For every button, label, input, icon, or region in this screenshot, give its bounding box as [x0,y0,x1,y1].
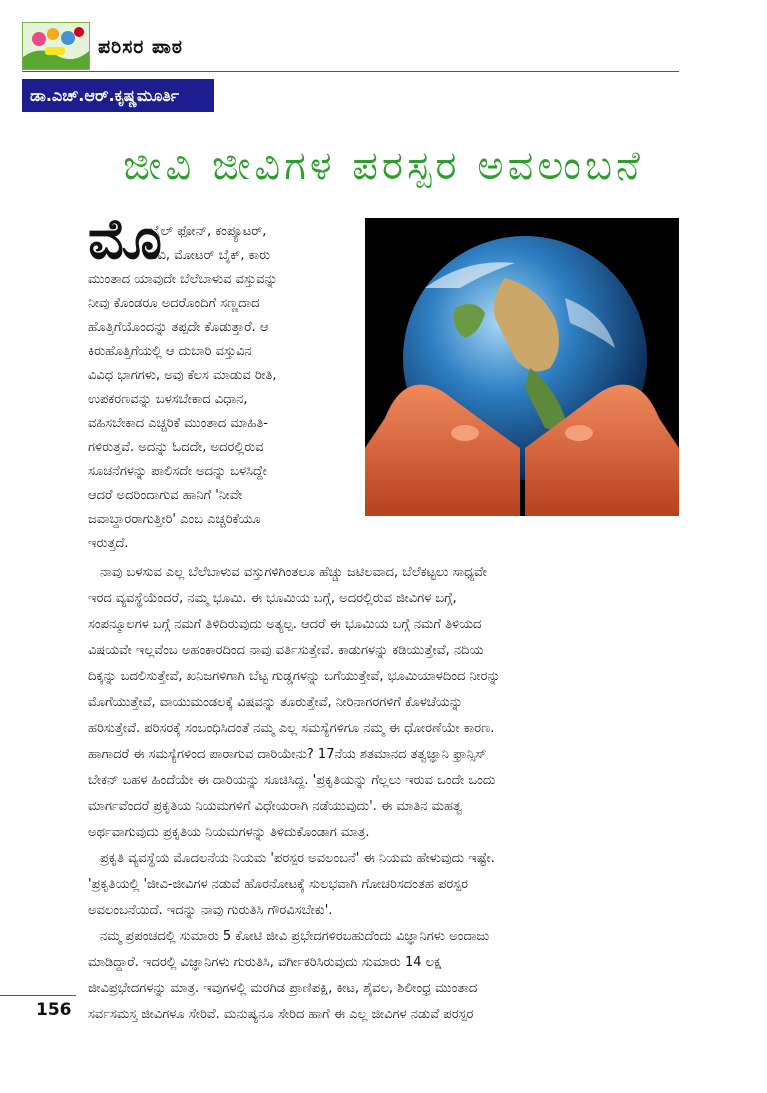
drop-cap: ಮೊ [88,207,162,272]
body-line: ಹರಿಸುತ್ತೇವೆ. ಪರಿಸರಕ್ಕೆ ಸಂಬಂಧಿಸಿದಂತೆ ನಮ್ಮ ಎಲ್ಲ ಸಮಸ್ಯೆಗಳಿಗೂ ನಮ್ಮ ಈ ಧೋರಣೆಯೇ ಕಾರಣ. [88,721,495,736]
footer-divider [0,995,76,996]
body-line: 'ಪ್ರಕೃತಿಯಲ್ಲಿ 'ಜೀವಿ-ಜೀವಿಗಳ ನಡುವೆ ಹೊರನೋಟಕ್ಕೆ ಸುಲಭವಾಗಿ ಗೋಚರಿಸದಂತಹ ಪರಸ್ಪರ [88,877,468,892]
intro-line: ಉಪಕರಣವನ್ನು ಬಳಸಬೇಕಾದ ವಿಧಾನ, [88,392,248,407]
intro-line: ಆದರೆ ಅದರಿಂದಾಗುವ ಹಾನಿಗೆ 'ನೀವೇ [88,488,243,503]
body-line: ಸಂಪನ್ಮೂಲಗಳ ಬಗ್ಗೆ ನಮಗೆ ತಿಳಿದಿರುವುದು ಅತ್ಯಲ್ಪ. ಆದರೆ ಈ ಭೂಮಿಯ ಬಗ್ಗೆ ನಮಗೆ ತಿಳಿಯದ [88,617,482,632]
body-line: ಅರ್ಥವಾಗುವುದು ಪ್ರಕೃತಿಯ ನಿಯಮಗಳನ್ನು ತಿಳಿದುಕೊಂಡಾಗ ಮಾತ್ರ. [88,825,370,840]
body-line: ಸರ್ವಸಮಸ್ತ ಜೀವಿಗಳೂ ಸೇರಿವೆ. ಮನುಷ್ಯನೂ ಸೇರಿದ ಹಾಗೆ ಈ ಎಲ್ಲ ಜೀವಿಗಳ ನಡುವೆ ಪರಸ್ಪರ [88,1007,474,1022]
body-line: ಮಾಡಿದ್ದಾರೆ. ಇದರಲ್ಲಿ ವಿಜ್ಞಾನಿಗಳು ಗುರುತಿಸಿ, ವರ್ಗೀಕರಿಸಿರುವುದು ಸುಮಾರು 14 ಲಕ್ಷ [88,955,442,970]
author-byline: ಡಾ.ಎಚ್.ಆರ್.ಕೃಷ್ಣಮೂರ್ತಿ [22,79,214,112]
intro-line: ಸೂಚನೆಗಳನ್ನು ಪಾಲಿಸದೇ ಅದನ್ನು ಬಳಸಿದ್ದೇ [88,464,267,479]
body-line: ಅವಲಂಬನೆಯಿದೆ. ಇದನ್ನು ನಾವು ಗುರುತಿಸಿ ಗೌರವಿಸಬೇಕು'. [88,903,333,918]
header-divider [22,71,679,72]
article-title: ಜೀವಿ ಜೀವಿಗಳ ಪರಸ್ಪರ ಅವಲಂಬನೆ [123,143,644,189]
intro-line: ಜವಾಬ್ದಾರರಾಗುತ್ತೀರಿ' ಎಂಬ ಎಚ್ಚರಿಕೆಯೂ [88,512,261,527]
body-line: ನಮ್ಮ ಪ್ರಪಂಚದಲ್ಲಿ ಸುಮಾರು 5 ಕೋಟಿ ಜೀವಿ ಪ್ರಭೇದಗಳಿರಬಹುದೆಂದು ವಿಜ್ಞಾನಿಗಳು ಅಂದಾಜು [100,929,490,944]
page-number: 156 [36,1000,72,1020]
intro-line: ಗಳಿರುತ್ತವೆ. ಅದನ್ನು ಓದದೇ, ಅದರಲ್ಲಿರುವ [88,440,264,455]
intro-line: ನೀವು ಕೊಂಡರೂ ಅದರೊಂದಿಗೆ ಸಣ್ಣದಾದ [88,296,260,311]
body-line: ಬೇಕನ್ ಬಹಳ ಹಿಂದೆಯೇ ಈ ದಾರಿಯನ್ನು ಸೂಚಿಸಿದ್ದ. 'ಪ್ರಕೃತಿಯನ್ನು ಗೆಲ್ಲಲು ಇರುವ ಒಂದೇ ಒಂದು [88,773,496,788]
intro-line: ಟಿವಿ, ಮೋಟರ್ ಬೈಕ್, ಕಾರು [149,248,271,263]
intro-line: ವಿವಿಧ ಭಾಗಗಳು, ಅವು ಕೆಲಸ ಮಾಡುವ ರೀತಿ, [88,368,277,383]
intro-line: ಹೊತ್ತಿಗೆಯೊಂದನ್ನು ತಪ್ಪದೇ ಕೊಡುತ್ತಾರೆ. ಆ [88,320,269,335]
earth-in-hands-photo [365,218,679,516]
body-line: ಮೊಗೆಯುತ್ತೇವೆ, ವಾಯುಮಂಡಲಕ್ಕೆ ವಿಷವನ್ನು ತೂರುತ್ತೇವೆ, ನೀರಿನಾಗರಗಳಿಗೆ ಕೊಳಚೆಯನ್ನು [88,695,463,710]
body-line: ದಿಕ್ಕನ್ನು ಬದಲಿಸುತ್ತೇವೆ, ಖನಿಜಗಳಿಗಾಗಿ ಬೆಟ್ಟ ಗುಡ್ಡಗಳನ್ನು ಬಗೆಯುತ್ತೇವೆ, ಭೂಮಿಯಾಳದಿಂದ ನೀರನ್ನು [88,669,501,684]
magazine-logo [22,22,90,70]
intro-line: ಮುಂತಾದ ಯಾವುದೇ ಬೆಲೆಬಾಳುವ ವಸ್ತುವನ್ನು [88,272,278,287]
body-line: ಪ್ರಕೃತಿ ವ್ಯವಸ್ಥೆಯ ಮೊದಲನೆಯ ನಿಯಮ 'ಪರಸ್ಪರ ಅವಲಂಬನೆ' ಈ ನಿಯಮ ಹೇಳುವುದು ಇಷ್ಟೇ. [100,851,495,866]
body-line: ವಿಷಯವೇ ಇಲ್ಲವೆಂಬ ಅಹಂಕಾರದಿಂದ ನಾವು ವರ್ತಿಸುತ್ತೇವೆ. ಕಾಡುಗಳನ್ನು ಕಡಿಯುತ್ತೇವೆ, ನದಿಯ [88,643,484,658]
body-line: ನಾವು ಬಳಸುವ ಎಲ್ಲ ಬೆಲೆಬಾಳುವ ವಸ್ತುಗಳಿಗಿಂತಲೂ ಹೆಚ್ಚು ಜಟಿಲವಾದ, ಬೆಲೆಕಟ್ಟಲು ಸಾಧ್ಯವೇ [100,565,487,580]
section-label: ಪರಿಸರ ಪಾಠ [98,36,183,58]
body-line: ಇರದ ವ್ಯವಸ್ಥೆಯೆಂದರೆ, ನಮ್ಮ ಭೂಮಿ. ಈ ಭೂಮಿಯ ಬಗ್ಗೆ, ಅದರಲ್ಲಿರುವ ಜೀವಿಗಳ ಬಗ್ಗೆ, [88,591,457,606]
body-line: ಹಾಗಾದರೆ ಈ ಸಮಸ್ಯೆಗಳಿಂದ ಪಾರಾಗುವ ದಾರಿಯೇನು? 17ನೆಯ ಶತಮಾನದ ತತ್ವಜ್ಞಾನಿ ಫ್ರಾನ್ಸಿಸ್ [88,747,487,762]
intro-line: ಕಿರುಹೊತ್ತಿಗೆಯಲ್ಲಿ ಆ ದುಬಾರಿ ವಸ್ತುವಿನ [88,344,252,359]
intro-line: ಬೈಲ್ ಫೋನ್, ಕಂಪ್ಯೂಟರ್, [149,224,267,239]
intro-line: ಇರುತ್ತದೆ. [88,536,129,551]
intro-line: ವಹಿಸಬೇಕಾದ ಎಚ್ಚರಿಕೆ ಮುಂತಾದ ಮಾಹಿತಿ- [88,416,268,431]
body-line: ಮಾರ್ಗವೆಂದರೆ ಪ್ರಕೃತಿಯ ನಿಯಮಗಳಿಗೆ ವಿಧೇಯರಾಗಿ ನಡೆಯುವುದು'. ಈ ಮಾತಿನ ಮಹತ್ವ [88,799,463,814]
body-line: ಜೀವಿಪ್ರಭೇದಗಳನ್ನು ಮಾತ್ರ. ಇವುಗಳಲ್ಲಿ ಮರಗಿಡ ಪ್ರಾಣಿಪಕ್ಷಿ, ಕೀಟ, ಶೈವಲ, ಶಿಲೀಂಧ್ರ ಮುಂತಾದ [88,981,478,996]
